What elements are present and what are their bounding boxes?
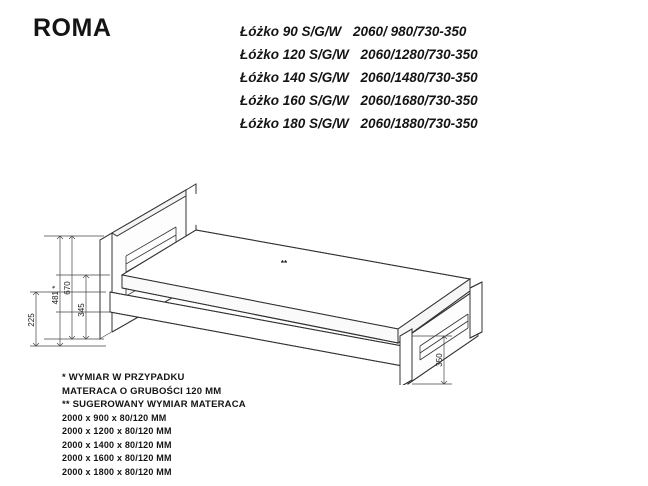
spec-name: Łóżko 180 S/G/W (240, 116, 349, 131)
spec-row (240, 22, 640, 41)
spec-name: Łóżko 120 S/G/W (240, 47, 349, 62)
mattress-marker: ** (280, 259, 288, 268)
footnote-2: ** SUGEROWANY WYMIAR MATERACA (62, 399, 246, 410)
spec-dimensions: 2060/ 980/730-350 (353, 24, 467, 39)
spec-name: Łóżko 140 S/G/W (240, 70, 349, 85)
mattress-size-item: 2000 x 1600 x 80/120 MM (62, 453, 172, 463)
spec-name: Łóżko 160 S/G/W (240, 93, 349, 108)
dimension-label-670: 670 (63, 281, 72, 295)
spec-row (240, 91, 640, 110)
spec-dimensions: 2060/1680/730-350 (360, 93, 478, 108)
mattress-size-item: 2000 x 1400 x 80/120 MM (62, 439, 172, 450)
page-title: ROMA (33, 14, 112, 42)
spec-row (240, 114, 640, 133)
headboard-left-post (100, 233, 112, 339)
footnotes-block (62, 371, 462, 479)
spec-dimensions: 2060/1480/730-350 (360, 70, 478, 85)
footnote-1-line-1: * WYMIAR W PRZYPADKU (62, 372, 185, 383)
bed-perspective-drawing (0, 140, 648, 385)
dimension-label-225: 225 (27, 313, 36, 327)
dimension-label-345: 345 (77, 303, 86, 317)
footboard-back-leg (470, 282, 482, 338)
mattress-size-item: 2000 x 900 x 80/120 MM (62, 412, 167, 423)
spec-name: Łóżko 90 S/G/W (240, 24, 342, 39)
spec-dimensions: 2060/1880/730-350 (360, 116, 478, 131)
dimension-label-350: 350 (435, 353, 444, 367)
spec-row (240, 68, 640, 87)
spec-row (240, 45, 640, 64)
mattress-size-item: 2000 x 1200 x 80/120 MM (62, 426, 172, 436)
dimension-label-481: 481 * (51, 285, 60, 305)
spec-dimensions: 2060/1280/730-350 (360, 47, 478, 62)
footnote-1-line-2: MATERACA O GRUBOŚCI 120 MM (62, 385, 222, 397)
mattress-size-item: 2000 x 1800 x 80/120 MM (62, 466, 172, 477)
specification-list (240, 22, 640, 137)
